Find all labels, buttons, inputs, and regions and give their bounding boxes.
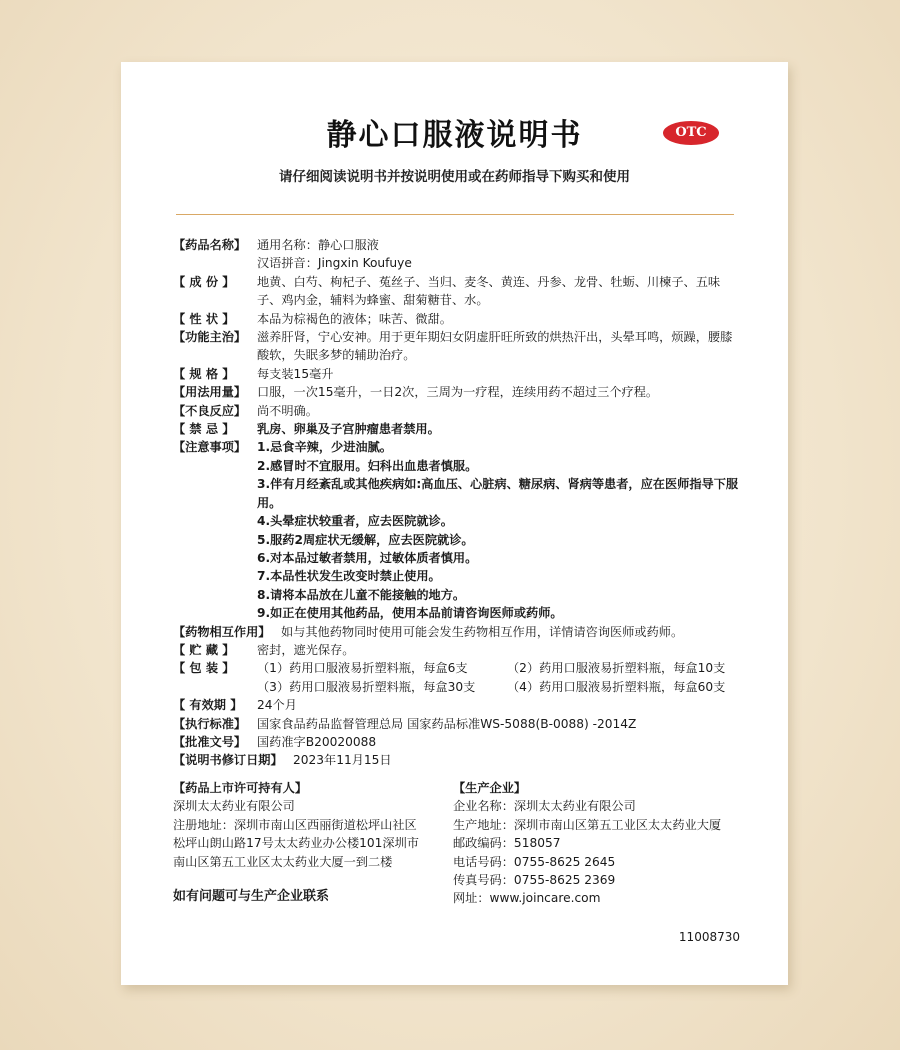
- row-label: 【 性 状 】: [173, 311, 235, 326]
- website-line: 网址：www.joincare.com: [453, 891, 601, 906]
- row-value: [257, 236, 743, 273]
- package-item: （2）药用口服液易折塑料瓶，每盒10支: [507, 661, 726, 676]
- address-line: 南山区第五工业区太太药业大厦一到二楼: [173, 854, 393, 869]
- precaution-item: 5.服药2周症状无缓解，应去医院就诊。: [257, 532, 474, 547]
- package-line: [257, 659, 743, 677]
- row-label: 【执行标准】: [173, 716, 247, 731]
- pinyin-name: 汉语拼音：Jingxin Koufuye: [257, 256, 412, 271]
- address-line: 松坪山朗山路17号太太药业办公楼101深圳市: [173, 836, 419, 851]
- row-label: 【 贮 藏 】: [173, 642, 235, 657]
- row-value: 密封，遮光保存。: [257, 642, 355, 657]
- otc-badge: OTC: [663, 121, 719, 145]
- package-item: （1）药用口服液易折塑料瓶，每盒6支: [257, 661, 468, 676]
- row-label: 【 有效期 】: [173, 698, 243, 713]
- row-label: 【药物相互作用】: [173, 624, 271, 639]
- precaution-list: [257, 438, 743, 622]
- row-label: 【 禁 忌 】: [173, 422, 235, 437]
- row-value: 国药准字B20020088: [257, 734, 377, 749]
- row-contraindications: [173, 420, 743, 438]
- manufacturer-line: 企业名称：深圳太太药业有限公司: [453, 799, 636, 814]
- row-label: 【 成 份 】: [173, 274, 235, 289]
- license-holder-company: 深圳太太药业有限公司: [173, 799, 295, 814]
- precaution-item: 1.忌食辛辣，少进油腻。: [257, 440, 392, 455]
- row-label: 【不良反应】: [173, 403, 247, 418]
- row-value: 每支装15毫升: [257, 366, 334, 381]
- row-label: 【说明书修订日期】: [173, 753, 283, 768]
- product-code: 11008730: [678, 930, 740, 944]
- page-title: 静心口服液说明书: [326, 118, 583, 153]
- row-approval: [173, 733, 743, 751]
- row-name: [173, 236, 743, 273]
- row-precautions: [173, 438, 743, 622]
- package-list: [257, 659, 743, 696]
- row-value: 地黄、白芍、枸杞子、菟丝子、当归、麦冬、黄连、丹参、龙骨、牡蛎、川楝子、五味子、鸡内金，辅料为蜂蜜、甜菊糖苷、水。: [257, 274, 721, 308]
- subtitle: 请仔细阅读说明书并按说明使用或在药师指导下购买和使用: [279, 169, 630, 185]
- row-value: 国家食品药品监督管理总局 国家药品标准WS-5088(B-0088) -2014Z: [257, 716, 637, 731]
- row-appearance: [173, 310, 743, 328]
- precaution-item: 3.伴有月经紊乱或其他疾病如:高血压、心脏病、糖尿病、肾病等患者，应在医师指导下服用。: [257, 477, 739, 510]
- precaution-item: 6.对本品过敏者禁用，过敏体质者慎用。: [257, 550, 478, 565]
- license-holder-block: [173, 779, 443, 871]
- row-label: 【注意事项】: [173, 440, 247, 455]
- manufacturer-line: 电话号码：0755-8625 2645: [453, 854, 616, 869]
- row-value: 2023年11月15日: [293, 753, 392, 768]
- row-label: 【用法用量】: [173, 385, 247, 400]
- row-label: 【批准文号】: [173, 734, 247, 749]
- row-revision: [173, 751, 743, 769]
- precaution-item: 7.本品性状发生改变时禁止使用。: [257, 569, 441, 584]
- row-validity: [173, 696, 743, 714]
- row-spec: [173, 365, 743, 383]
- precaution-item: 8.请将本品放在儿童不能接触的地方。: [257, 587, 466, 602]
- row-value: 本品为棕褐色的液体；味苦、微甜。: [257, 311, 452, 326]
- row-dosage: [173, 383, 743, 401]
- divider: [176, 214, 734, 215]
- manufacturer-line: 邮政编码：518057: [453, 836, 561, 851]
- address-line: 注册地址：深圳市南山区西丽街道松坪山社区: [173, 817, 417, 832]
- row-adverse: [173, 402, 743, 420]
- precaution-item: 2.感冒时不宜服用。妇科出血患者慎服。: [257, 458, 478, 473]
- generic-name: 通用名称：静心口服液: [257, 238, 379, 252]
- row-standard: [173, 715, 743, 733]
- row-value: 如与其他药物同时使用可能会发生药物相互作用，详情请咨询医师或药师。: [281, 624, 684, 639]
- row-label: 【功能主治】: [173, 330, 247, 345]
- row-value: 尚不明确。: [257, 403, 318, 418]
- row-ingredients: [173, 273, 743, 310]
- info-rows: [173, 236, 743, 770]
- package-item: （3）药用口服液易折塑料瓶，每盒30支: [257, 679, 476, 694]
- row-package: [173, 659, 743, 696]
- row-value: 口服，一次15毫升，一日2次，三周为一疗程，连续用药不超过三个疗程。: [257, 385, 659, 400]
- manufacturer-line: 传真号码：0755-8625 2369: [453, 873, 616, 888]
- row-storage: [173, 641, 743, 659]
- license-holder-heading: 【药品上市许可持有人】: [173, 781, 308, 795]
- package-line: [257, 678, 743, 696]
- package-item: （4）药用口服液易折塑料瓶，每盒60支: [507, 679, 726, 694]
- row-label: 【 包 装 】: [173, 661, 235, 676]
- manufacturer-line: 生产地址：深圳市南山区第五工业区太太药业大厦: [453, 817, 722, 832]
- precaution-item: 4.头晕症状较重者，应去医院就诊。: [257, 514, 453, 529]
- row-value: 滋养肝肾，宁心安神。用于更年期妇女阴虚肝旺所致的烘热汗出，头晕耳鸣，烦躁，腰膝酸软，失眠多梦的辅助治疗。: [257, 330, 733, 363]
- row-value: 乳房、卵巢及子宫肿瘤患者禁用。: [257, 422, 440, 437]
- manufacturer-block: [453, 779, 753, 908]
- contact-note: 如有问题可与生产企业联系: [173, 889, 330, 904]
- manufacturer-heading: 【生产企业】: [453, 781, 527, 795]
- row-interactions: [173, 623, 743, 641]
- row-value: 24个月: [257, 698, 297, 713]
- row-indications: [173, 328, 743, 365]
- row-label: 【药品名称】: [173, 238, 247, 252]
- leaflet-sheet: [121, 62, 788, 985]
- row-label: 【 规 格 】: [173, 366, 235, 381]
- precaution-item: 9.如正在使用其他药品，使用本品前请咨询医师或药师。: [257, 606, 563, 621]
